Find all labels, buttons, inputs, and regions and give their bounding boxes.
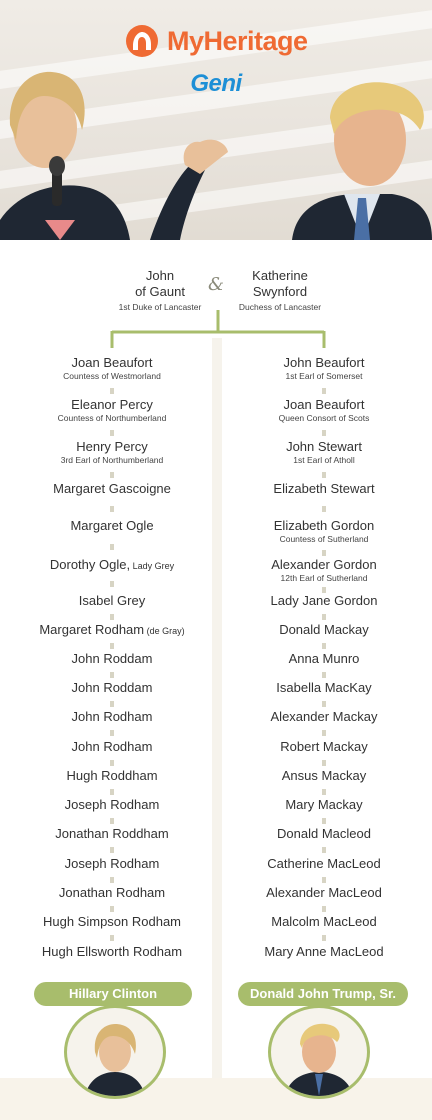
ancestor-name-text: Alexander Gordon	[271, 557, 377, 572]
ancestor-name	[14, 518, 210, 533]
ancestor-name-text: Malcolm MacLeod	[271, 914, 377, 929]
ancestor-name	[226, 944, 422, 959]
lineage-connector	[110, 672, 114, 678]
ancestor-name-line2: of Gaunt	[135, 284, 185, 299]
ancestor-name	[14, 739, 210, 754]
ancestor-name	[226, 709, 422, 724]
myheritage-logo	[0, 24, 432, 58]
right-ancestor-4	[226, 481, 422, 496]
tree-trunk	[212, 338, 222, 1120]
ancestor-name-text: Ansus Mackay	[281, 768, 367, 783]
ancestor-name-text: Isabel Grey	[78, 593, 146, 608]
ancestor-name-text: Elizabeth Stewart	[273, 481, 375, 496]
left-ancestor-5	[14, 518, 210, 533]
ancestor-name	[226, 557, 422, 572]
ancestor-name-text: John Roddam	[71, 680, 153, 695]
lineage-connector	[322, 643, 326, 649]
left-ancestor-4	[14, 481, 210, 496]
ancestor-name-text: Donald Mackay	[279, 622, 369, 637]
left-ancestor-2	[14, 397, 210, 423]
left-ancestor-13	[14, 768, 210, 783]
right-ancestor-9	[226, 651, 422, 666]
ancestor-title: Countess of Northumberland	[57, 413, 167, 423]
ampersand: &	[208, 274, 225, 295]
ancestor-name-text: Joseph Rodham	[64, 797, 160, 812]
ancestor-name	[14, 826, 210, 841]
header-banner	[0, 0, 432, 240]
ancestor-name	[14, 856, 210, 871]
ancestor-name	[226, 826, 422, 841]
ancestor-name	[14, 622, 210, 637]
descendant-portrait-right	[268, 1005, 370, 1099]
right-ancestor-17	[226, 885, 422, 900]
lineage-connector	[322, 906, 326, 912]
ancestor-name	[14, 593, 210, 608]
left-ancestor-19	[14, 944, 210, 959]
ancestor-name-text: John Roddam	[71, 651, 153, 666]
right-ancestor-1	[226, 355, 422, 381]
ancestor-john-of-gaunt	[110, 268, 210, 312]
right-ancestor-10	[226, 680, 422, 695]
ancestor-name-text: Anna Munro	[288, 651, 360, 666]
ancestor-name-text: Alexander MacLeod	[266, 885, 382, 900]
right-ancestor-13	[226, 768, 422, 783]
ancestor-name-line2: Swynford	[252, 284, 308, 299]
lineage-connector	[322, 430, 326, 436]
ancestor-name-line1: Katherine	[252, 268, 308, 283]
lineage-connector	[110, 701, 114, 707]
ancestor-name	[226, 439, 422, 454]
ancestor-name-text: John Rodham	[71, 709, 153, 724]
ancestor-name-text: John Stewart	[286, 439, 362, 454]
ancestor-name	[14, 651, 210, 666]
ancestor-name	[226, 885, 422, 900]
lineage-connector	[110, 760, 114, 766]
lineage-connector	[322, 472, 326, 478]
ancestor-name-text: Joseph Rodham	[64, 856, 160, 871]
ancestor-name-text: Mary Anne MacLeod	[264, 944, 384, 959]
ancestor-title: 1st Earl of Atholl	[293, 455, 355, 465]
ancestor-name-text: Isabella MacKay	[276, 680, 372, 695]
ancestor-name	[226, 593, 422, 608]
left-ancestor-15	[14, 826, 210, 841]
ancestor-name	[14, 680, 210, 695]
right-ancestor-6	[226, 557, 422, 583]
ancestor-name	[14, 397, 210, 412]
left-ancestor-8	[14, 622, 210, 637]
ancestor-title: 12th Earl of Sutherland	[280, 573, 368, 583]
ancestor-name-text: Mary Mackay	[285, 797, 363, 812]
ancestor-name	[14, 439, 210, 454]
lineage-connector	[110, 818, 114, 824]
ancestor-name	[14, 557, 210, 572]
left-ancestor-16	[14, 856, 210, 871]
ancestor-name-text: Dorothy Ogle,	[49, 557, 131, 572]
lineage-connector	[322, 672, 326, 678]
left-ancestor-18	[14, 914, 210, 929]
right-ancestor-8	[226, 622, 422, 637]
right-ancestor-7	[226, 593, 422, 608]
lineage-connector	[110, 789, 114, 795]
lineage-connector	[110, 935, 114, 941]
ancestor-name	[226, 768, 422, 783]
lineage-connector	[110, 730, 114, 736]
bottom-band	[0, 1078, 432, 1120]
ancestor-name	[14, 797, 210, 812]
ancestor-name-suffix: (de Gray)	[144, 626, 185, 636]
ancestor-name-text: Margaret Rodham	[39, 622, 145, 637]
lineage-connector	[110, 847, 114, 853]
ancestor-name-text: Alexander Mackay	[270, 709, 378, 724]
ancestor-name	[14, 481, 210, 496]
right-ancestor-16	[226, 856, 422, 871]
ancestor-title: 1st Duke of Lancaster	[118, 302, 202, 312]
ancestor-name	[14, 709, 210, 724]
ancestor-name-text: Robert Mackay	[280, 739, 368, 754]
ancestor-title: 1st Earl of Somerset	[285, 371, 363, 381]
left-ancestor-9	[14, 651, 210, 666]
lineage-connector	[322, 818, 326, 824]
ancestor-name-text: John Beaufort	[283, 355, 365, 370]
ancestor-name-text: John Rodham	[71, 739, 153, 754]
lineage-connector	[110, 877, 114, 883]
lineage-connector	[322, 760, 326, 766]
right-ancestor-19	[226, 944, 422, 959]
left-ancestor-1	[14, 355, 210, 381]
ancestor-name	[226, 739, 422, 754]
ancestor-name	[14, 914, 210, 929]
right-ancestor-14	[226, 797, 422, 812]
left-ancestor-11	[14, 709, 210, 724]
ancestor-katherine-swynford	[228, 268, 332, 312]
ancestor-title: Countess of Sutherland	[279, 534, 369, 544]
right-ancestor-3	[226, 439, 422, 465]
left-portrait-image	[67, 1008, 163, 1096]
lineage-connector	[110, 544, 114, 550]
ancestor-name	[226, 856, 422, 871]
geni-logo: Geni	[190, 70, 242, 97]
ancestor-name-text: Margaret Ogle	[70, 518, 154, 533]
lineage-connector	[110, 906, 114, 912]
lineage-connector	[322, 789, 326, 795]
ancestor-name	[226, 481, 422, 496]
ancestor-name	[226, 397, 422, 412]
lineage-connector	[322, 730, 326, 736]
lineage-connector	[110, 430, 114, 436]
myheritage-logo-text: MyHeritage	[166, 25, 308, 56]
lineage-connector	[322, 877, 326, 883]
lineage-connector	[322, 614, 326, 620]
ancestor-name	[14, 944, 210, 959]
ancestor-name-text: Henry Percy	[76, 439, 148, 454]
left-ancestor-6	[14, 557, 210, 572]
left-ancestor-10	[14, 680, 210, 695]
right-ancestor-15	[226, 826, 422, 841]
ancestor-name	[226, 914, 422, 929]
lineage-connector	[110, 506, 114, 512]
right-ancestor-18	[226, 914, 422, 929]
lineage-connector	[322, 935, 326, 941]
left-ancestor-3	[14, 439, 210, 465]
ancestor-title: Countess of Westmorland	[63, 371, 161, 381]
left-ancestor-14	[14, 797, 210, 812]
right-ancestor-12	[226, 739, 422, 754]
ancestor-name	[14, 885, 210, 900]
ancestor-name-text: Hugh Ellsworth Rodham	[41, 944, 183, 959]
ancestor-name	[226, 651, 422, 666]
descendant-portrait-left	[64, 1005, 166, 1099]
lineage-connector	[110, 472, 114, 478]
ancestor-name-text: Eleanor Percy	[71, 397, 153, 412]
ancestor-name-text: Jonathan Rodham	[58, 885, 166, 900]
descendant-label-left: Hillary Clinton	[34, 982, 192, 1006]
left-ancestor-12	[14, 739, 210, 754]
lineage-connector	[322, 506, 326, 512]
ancestor-title: 3rd Earl of Northumberland	[60, 455, 164, 465]
lineage-connector	[322, 550, 326, 556]
ancestor-name-text: Hugh Roddham	[66, 768, 158, 783]
left-person-photo	[0, 70, 230, 240]
left-ancestor-7	[14, 593, 210, 608]
ancestor-name	[226, 680, 422, 695]
left-ancestor-17	[14, 885, 210, 900]
ancestor-name-text: Joan Beaufort	[283, 397, 365, 412]
lineage-connector	[322, 388, 326, 394]
ancestor-name-text: Joan Beaufort	[71, 355, 153, 370]
right-ancestor-2	[226, 397, 422, 423]
ancestor-name-text: Hugh Simpson Rodham	[42, 914, 182, 929]
ancestor-name	[226, 797, 422, 812]
ancestor-name	[14, 768, 210, 783]
right-portrait-image	[271, 1008, 367, 1096]
tree-bracket	[100, 310, 332, 350]
ancestor-name-suffix: Lady Grey	[130, 561, 175, 571]
ancestor-name-line1: John	[145, 268, 175, 283]
ancestor-name-text: Lady Jane Gordon	[270, 593, 378, 608]
ancestor-name	[226, 355, 422, 370]
ancestor-name-text: Elizabeth Gordon	[273, 518, 375, 533]
right-person-photo	[292, 78, 432, 240]
descendant-label-right: Donald John Trump, Sr.	[238, 982, 408, 1006]
ancestor-name	[14, 355, 210, 370]
lineage-connector	[322, 701, 326, 707]
myheritage-logo-icon	[125, 24, 159, 58]
ancestor-name-text: Catherine MacLeod	[267, 856, 381, 871]
lineage-connector	[322, 847, 326, 853]
ancestor-title: Duchess of Lancaster	[238, 302, 322, 312]
ancestor-name-text: Margaret Gascoigne	[53, 481, 171, 496]
ancestor-name	[226, 622, 422, 637]
lineage-connector	[110, 581, 114, 587]
lineage-connector	[110, 614, 114, 620]
right-ancestor-11	[226, 709, 422, 724]
ancestor-name-text: Donald Macleod	[277, 826, 371, 841]
ancestor-name	[226, 518, 422, 533]
lineage-connector	[110, 388, 114, 394]
ancestor-name-text: Jonathan Roddham	[55, 826, 169, 841]
right-ancestor-5	[226, 518, 422, 544]
lineage-connector	[110, 643, 114, 649]
ancestor-title: Queen Consort of Scots	[278, 413, 370, 423]
